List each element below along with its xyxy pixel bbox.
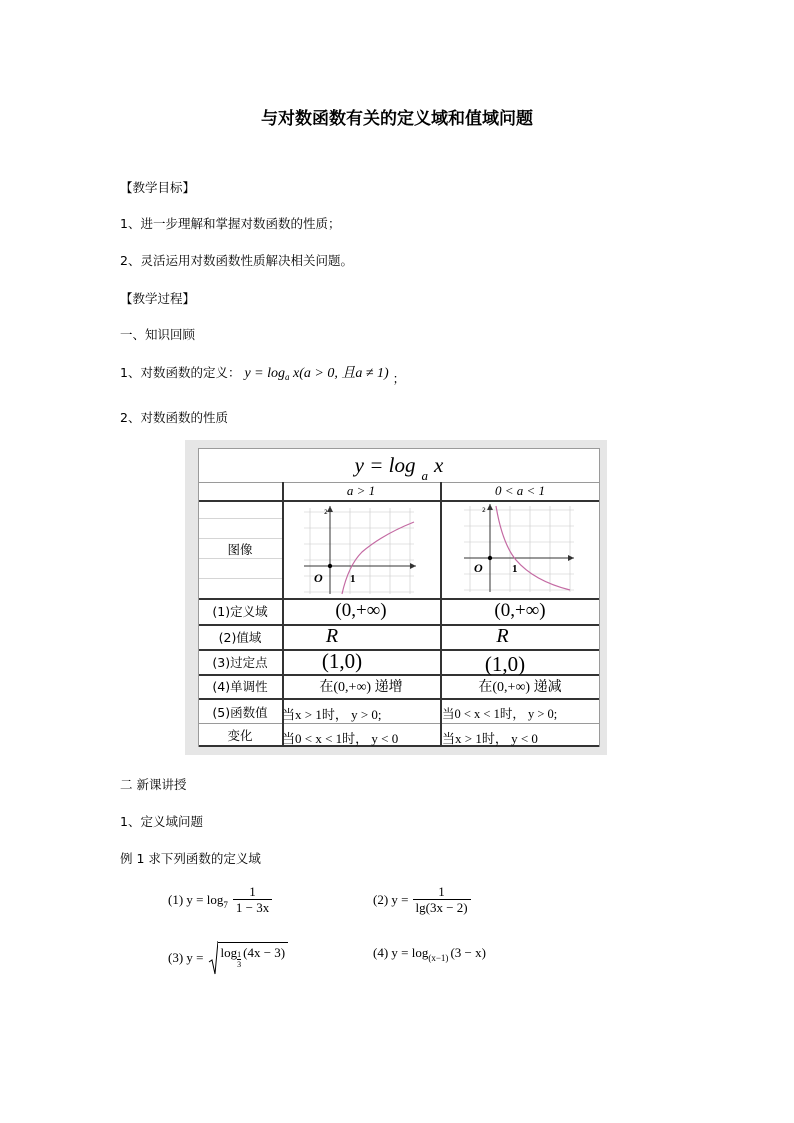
- page-title: 与对数函数有关的定义域和值域问题: [261, 109, 533, 129]
- graph-one-label: 1: [512, 563, 518, 575]
- graph-decreasing: [462, 502, 582, 594]
- definition-line: 1、对数函数的定义： $y = \log_a x(a > 0$, 且a ≠ 1) ；: [120, 365, 406, 386]
- section-2-heading: 二 新课讲授: [120, 777, 187, 792]
- table-header: y = log $_a$ x: [354, 452, 444, 483]
- row-range-label: (2)值域: [218, 629, 262, 645]
- graph-origin-label: O: [474, 561, 483, 575]
- column-a-between-0-1: 0 < a < 1: [494, 483, 546, 498]
- row-fixed-point-label: (3)过定点: [212, 654, 268, 670]
- example-1-3: (3) y = log 1 3 (4x − 3): [168, 940, 288, 976]
- example-1-4: (4) $y = \log_{(x-1)} (3 - x)$: [373, 945, 486, 963]
- graph-y-tick: 2: [324, 509, 328, 516]
- definition-formula: $y = \log_a x(a > 0$, 且a ≠ 1): [244, 366, 389, 382]
- graph-y-tick: 2: [482, 507, 486, 514]
- row-values-c1a: 当x > 1时， y > 0;: [282, 707, 382, 722]
- row-monotonic-c2: 在(0,+∞) 递减: [478, 680, 562, 695]
- graph-row-label: 图像: [227, 542, 253, 557]
- properties-label: 2、对数函数的性质: [120, 410, 228, 425]
- row-values-label-a: (5)函数值: [212, 705, 268, 720]
- graph-increasing: [302, 504, 422, 596]
- section-1-heading: 一、知识回顾: [120, 327, 196, 342]
- row-monotonic-c1: 在(0,+∞) 递增: [319, 680, 403, 695]
- example-1-2: (2) y = $\frac{1}{\lg(3x - 2)}$: [373, 884, 473, 916]
- row-fixed-point-c2: (1,0): [484, 652, 526, 676]
- graph-origin-label: O: [314, 571, 323, 585]
- row-values-c2b: 当x > 1时， y < 0: [442, 731, 538, 746]
- example-1-heading: 例 1 求下列函数的定义域: [120, 851, 261, 866]
- row-fixed-point-c1: (1,0): [321, 649, 363, 673]
- definition-label: 1、对数函数的定义：: [120, 365, 241, 380]
- example-1-1: (1) y = log 7 $\frac{1}{1 - 3x}$: [168, 884, 274, 916]
- process-heading: 【教学过程】: [120, 291, 196, 306]
- row-values-c1b: 当0 < x < 1时， y < 0: [282, 731, 399, 746]
- row-values-c2a: 当0 < x < 1时， y > 0;: [442, 707, 558, 721]
- topic-1-heading: 1、定义域问题: [120, 814, 203, 829]
- row-range-c2: R: [496, 625, 509, 647]
- row-domain-label: (1)定义域: [212, 604, 268, 619]
- goal-1: 1、进一步理解和掌握对数函数的性质；: [120, 216, 341, 231]
- sqrt-icon: [208, 940, 218, 976]
- column-a-greater-1: a > 1: [346, 483, 376, 498]
- row-range-c1: R: [325, 625, 339, 647]
- goal-2: 2、灵活运用对数函数性质解决相关问题。: [120, 253, 353, 268]
- row-monotonic-label: (4)单调性: [212, 679, 268, 694]
- properties-table-grid: [198, 448, 600, 747]
- goals-heading: 【教学目标】: [120, 180, 196, 195]
- row-domain-c2: (0,+∞): [494, 600, 546, 621]
- row-values-label-b: 变化: [227, 727, 253, 743]
- graph-one-label: 1: [350, 573, 356, 585]
- row-domain-c1: (0,+∞): [335, 600, 387, 621]
